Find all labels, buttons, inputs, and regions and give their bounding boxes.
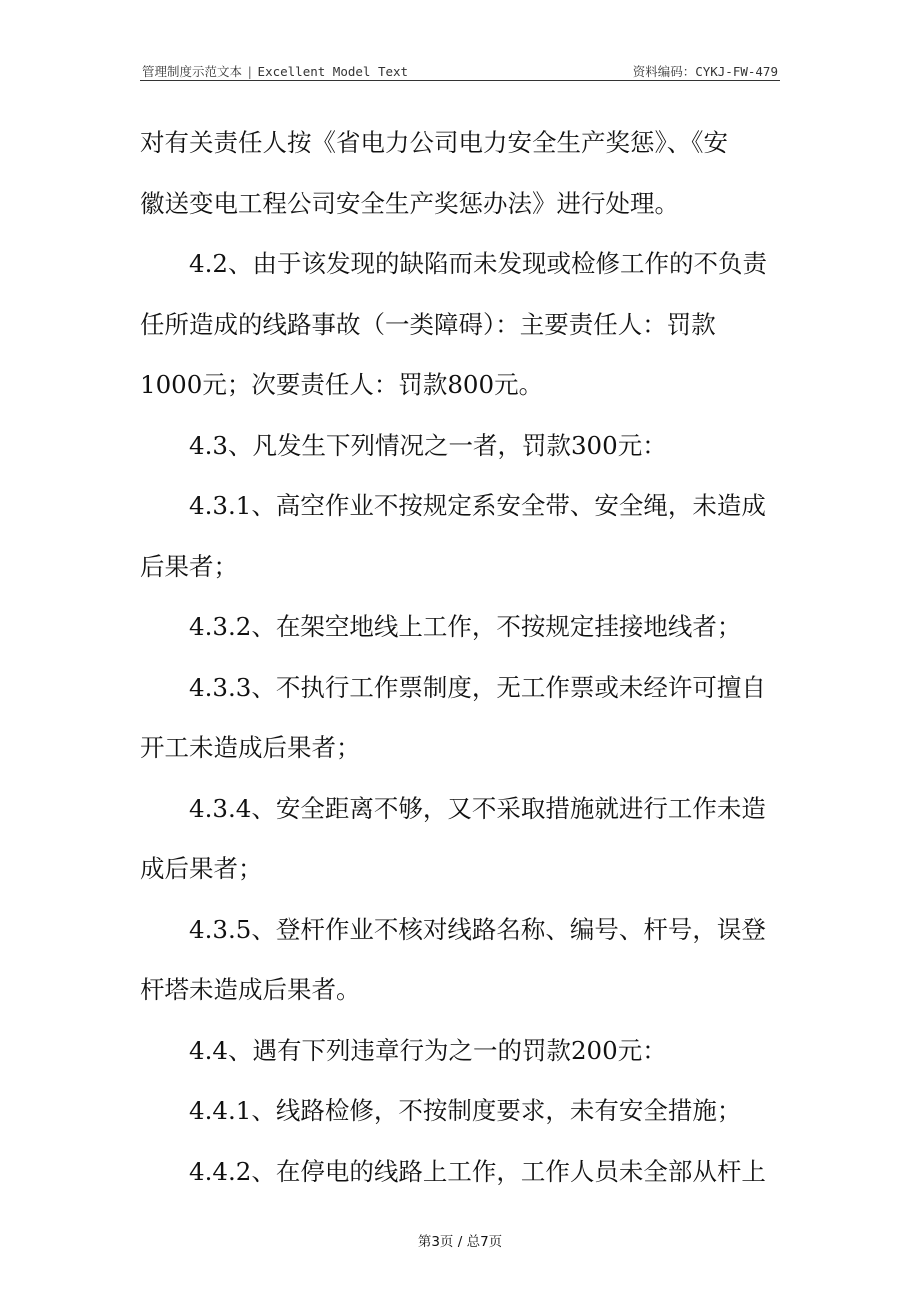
text-line: 对有关责任人按《省电力公司电力安全生产奖惩》、《安 bbox=[140, 128, 728, 157]
header-doc-title: 管理制度示范文本 bbox=[142, 64, 243, 79]
text-line: 成后果者； bbox=[140, 854, 263, 883]
paragraph-start-line: 4.3.1、高空作业不按规定系安全带、安全绳，未造成 bbox=[189, 491, 766, 520]
paragraph-start-line: 4.4.2、在停电的线路上工作，工作人员未全部从杆上 bbox=[189, 1156, 766, 1186]
text-line: 任所造成的线路事故（一类障碍）：主要责任人：罚款 bbox=[140, 309, 716, 339]
paragraph-start-line: 4.3.2、在架空地线上工作，不按规定挂接地线者； bbox=[189, 612, 742, 641]
header-doc-code: 资料编码：CYKJ-FW-479 bbox=[632, 64, 778, 79]
header-doc-subtitle: Excellent Model Text bbox=[257, 64, 409, 79]
text-line: 后果者； bbox=[140, 551, 238, 581]
paragraph-start-line: 4.3.4、安全距离不够，又不采取措施就进行工作未造 bbox=[189, 793, 766, 823]
document-body bbox=[140, 118, 772, 1207]
paragraph-start-line: 4.4.1、线路检修，不按制度要求，未有安全措施； bbox=[189, 1096, 742, 1125]
header-left bbox=[142, 62, 408, 80]
paragraph-start-line: 4.4、遇有下列违章行为之一的罚款200元： bbox=[189, 1035, 667, 1065]
paragraph-start-line: 4.3.5、登杆作业不核对线路名称、编号、杆号，误登 bbox=[189, 914, 766, 944]
text-line: 1000元；次要责任人：罚款800元。 bbox=[140, 370, 544, 399]
paragraph-start-line: 4.3、凡发生下列情况之一者，罚款300元： bbox=[189, 430, 667, 460]
page-header bbox=[140, 62, 780, 81]
page-number: 第3页 / 总7页 bbox=[417, 1234, 503, 1250]
text-line: 杆塔未造成后果者。 bbox=[140, 975, 361, 1004]
text-line: 徽送变电工程公司安全生产奖惩办法》进行处理。 bbox=[140, 188, 679, 218]
paragraph-start-line: 4.2、由于该发现的缺陷而未发现或检修工作的不负责 bbox=[189, 249, 767, 278]
header-separator: | bbox=[246, 64, 254, 79]
text-line: 开工未造成后果者； bbox=[140, 733, 361, 762]
paragraph-start-line: 4.3.3、不执行工作票制度，无工作票或未经许可擅自 bbox=[189, 672, 766, 702]
